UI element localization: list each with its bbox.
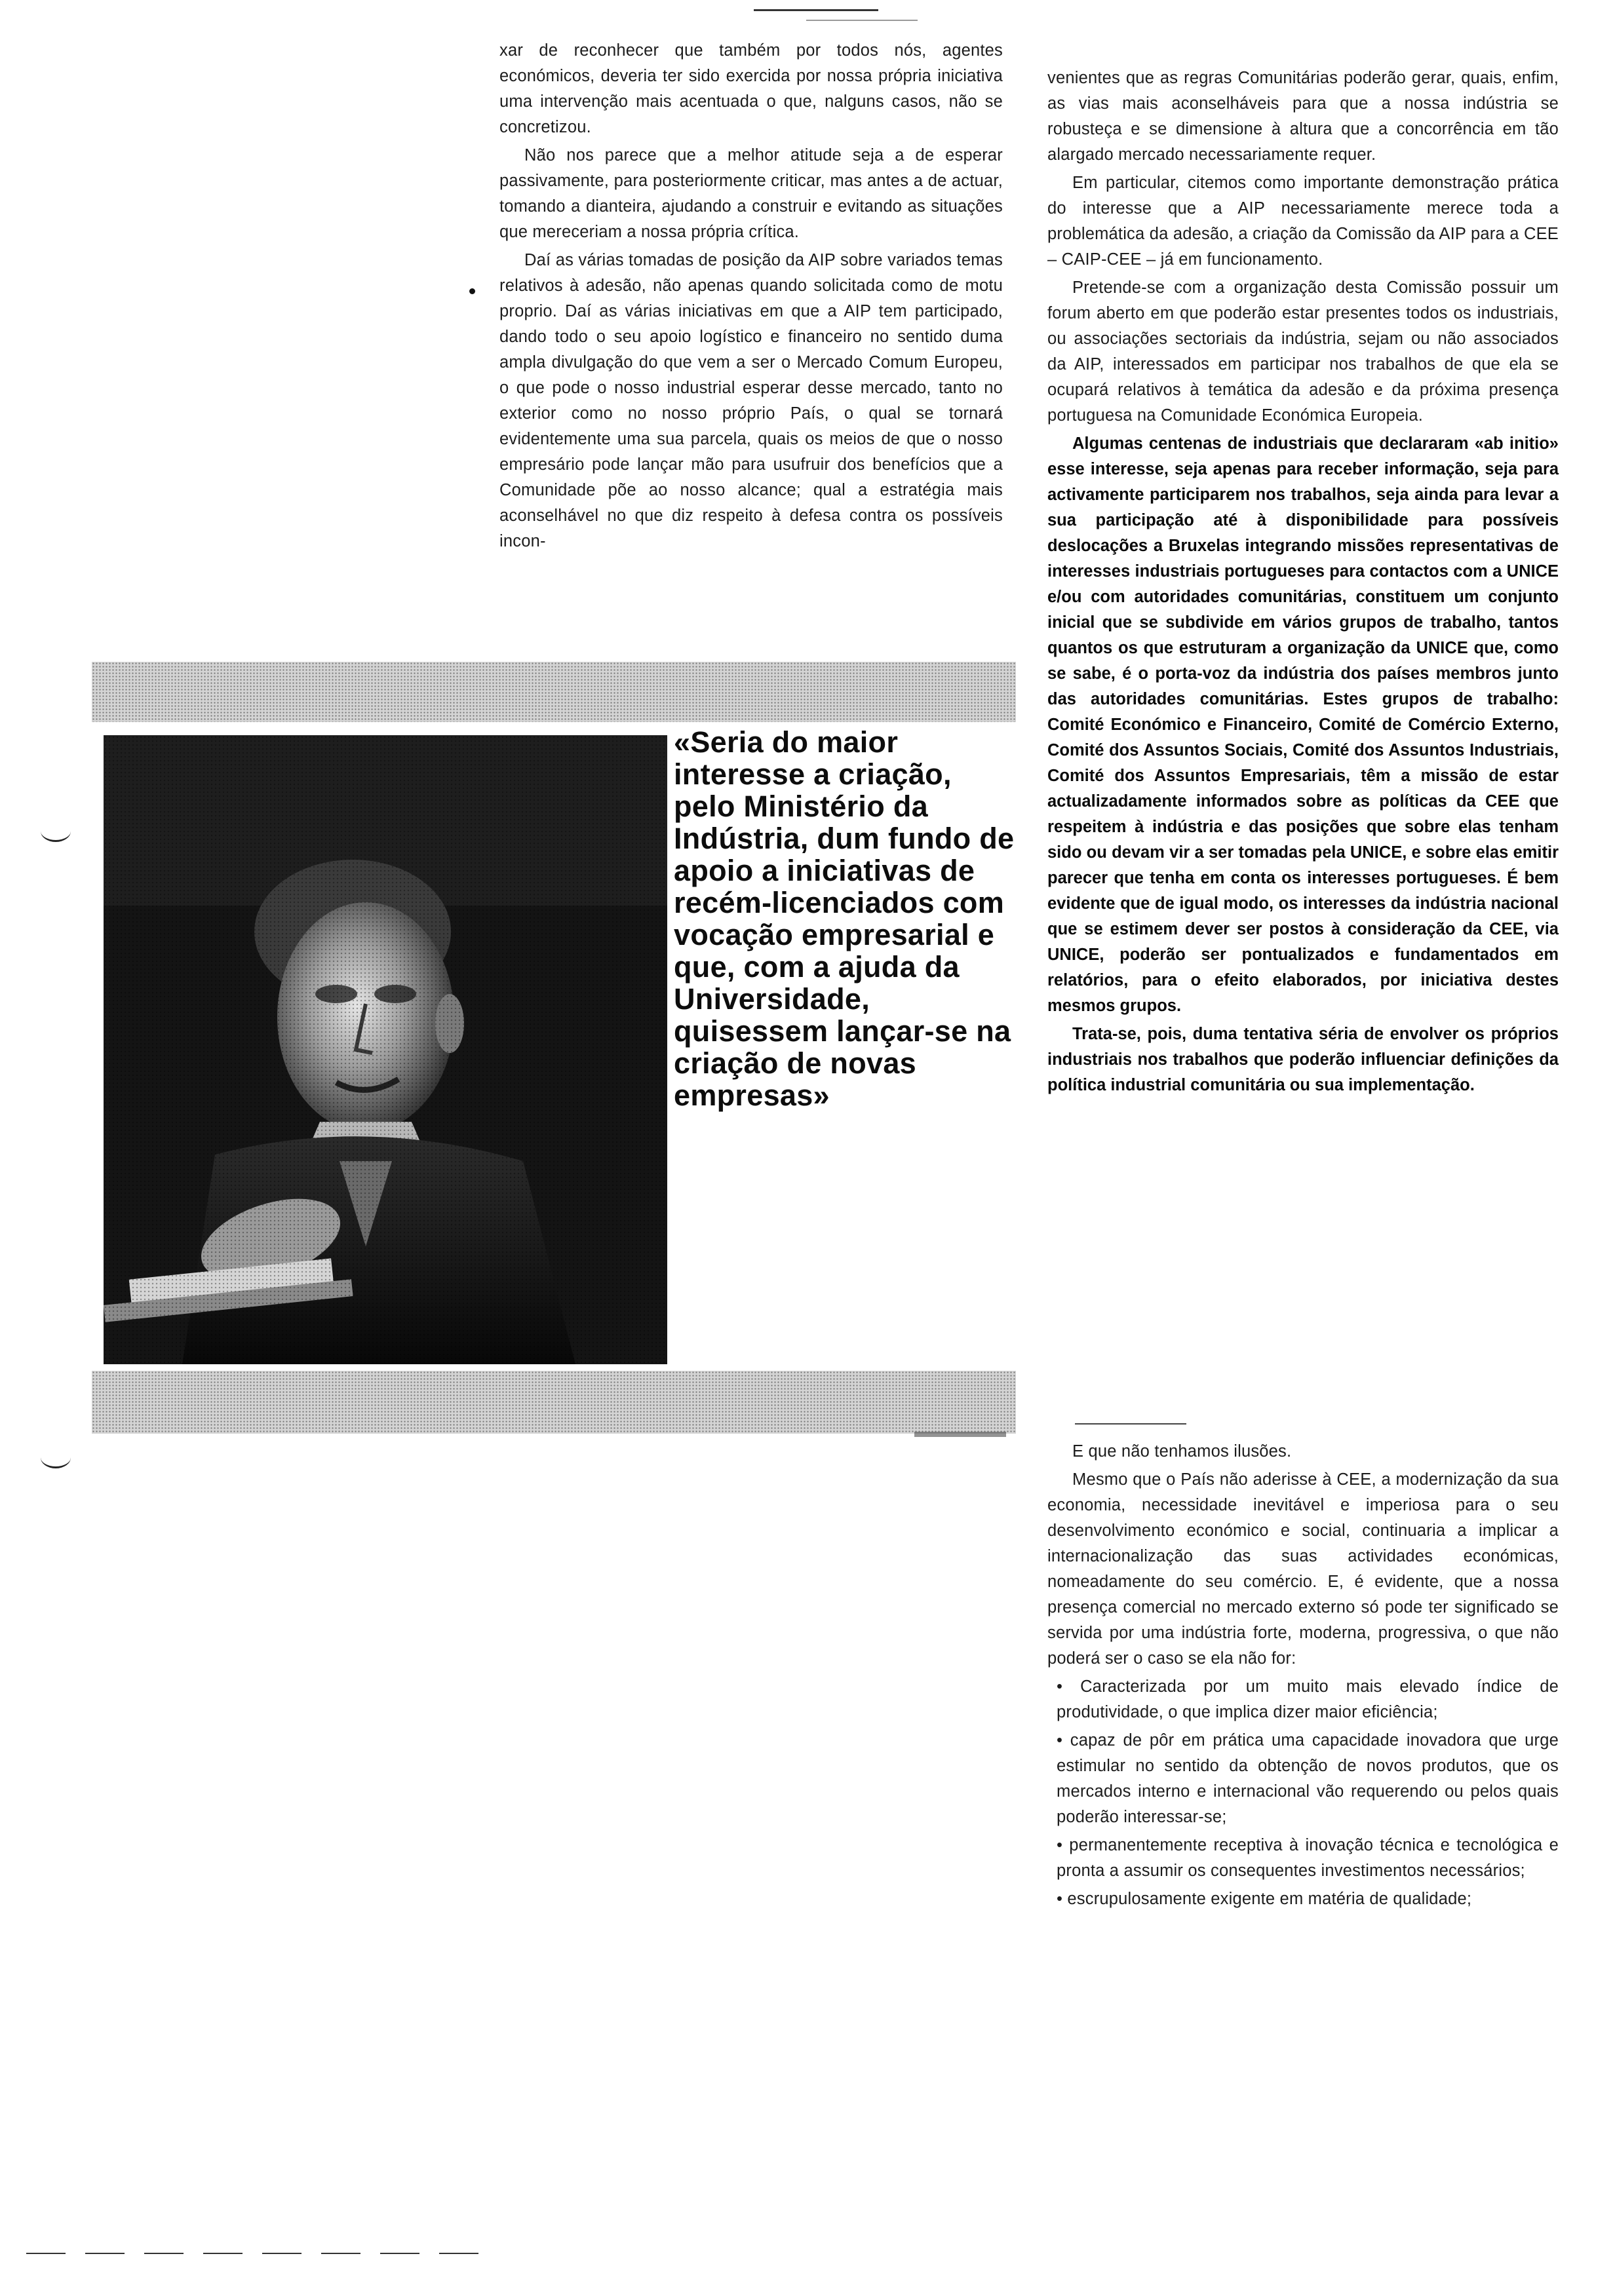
header-rule-faint: [806, 20, 918, 21]
right-column-top: [1047, 66, 1559, 1101]
right-column-bottom: [1047, 1439, 1559, 1915]
paragraph: Não nos parece que a melhor atitude seja a de esperar passivamente, para posteriormente criticar, mas antes a de actuar, tomando a dianteira, ajudando a construir e evitando as situações que mereceriam a nossa própria crítica.: [499, 146, 1003, 241]
paragraph: E que não tenhamos ilusões.: [1072, 1442, 1292, 1461]
margin-mark: [41, 1447, 71, 1468]
scan-smudge: [914, 1432, 1006, 1437]
paragraph: Algumas centenas de industriais que declararam «ab initio» esse interesse, seja apenas para receber informação, seja para activamente participarem nos trabalhos, seja ainda para levar a sua participação até à disponibilidade para possíveis deslocações a Bruxelas integrando missões representativas de interesses industriais portugueses para contactos com a UNICE e/ou com autoridades comunitárias, constituem um conjunto inicial que se subdivide em vários grupos de trabalho, tantos quantos os que estruturam a organização da UNICE que, como se sabe, é o porta-voz da indústria dos países membros junto das autoridades comunitárias. Estes grupos de trabalho: Comité Económico e Financeiro, Comité de Comércio Externo, Comité dos Assuntos Sociais, Comité dos Assuntos Industriais, Comité dos Assuntos Empresariais, têm a missão de estar actualizadamente informados sobre as políticas da CEE que respeitem à indústria e das posições que sobre elas tenham sido ou devam vir a ser tomadas pela UNICE, e sobre elas emitir parecer que tenha em conta os interesses portugueses. É bem evidente que de igual modo, os interesses da indústria nacional que se estimem dever ser postos à consideração da CEE, via UNICE, poderão ser pontualizados e fundamentados em relatórios, para o efeito elaborados, por iniciativa destes mesmos grupos.: [1047, 434, 1559, 1015]
list-item: • permanentemente receptiva à inovação técnica e tecnológica e pronta a assumir os consequentes investimentos necessários;: [1057, 1836, 1559, 1880]
halftone-band-bottom: [92, 1371, 1016, 1434]
paragraph: Em particular, citemos como importante demonstração prática do interesse que a AIP necessariamente merece toda a problemática da adesão, a criação da Comissão da AIP para a CEE – CAIP-CEE – já em funcionamento.: [1047, 174, 1559, 269]
section-rule: [1075, 1423, 1186, 1425]
list-item: • Caracterizada por um muito mais elevado índice de produtividade, o que implica dizer maior eficiência;: [1057, 1677, 1559, 1721]
scan-edge-line: [26, 2253, 485, 2254]
paragraph: Mesmo que o País não aderisse à CEE, a modernização da sua economia, necessidade inevitável e imperiosa para o seu desenvolvimento económico e social, continuaria a implicar a internacionalização das suas actividades económicas, nomeadamente do seu comércio. E, é evidente, que a nossa presença comercial no mercado externo só pode ter significado se servida por uma indústria forte, moderna, progressiva, o que não poderá ser o caso se ela não for:: [1047, 1470, 1559, 1668]
portrait-photo: [104, 735, 667, 1364]
margin-dot: [469, 288, 475, 294]
header-rule: [754, 9, 878, 11]
paragraph: xar de reconhecer que também por todos nós, agentes económicos, deveria ter sido exercida por nossa própria iniciativa uma intervenção mais acentuada o que, nalguns casos, não se concretizou.: [499, 41, 1003, 136]
list-item: • capaz de pôr em prática uma capacidade inovadora que urge estimular no sentido da obtenção de novos produtos, que os mercados interno e internacional vão requerendo ou pelos quais poderão interessar-se;: [1057, 1731, 1559, 1826]
list-item: • escrupulosamente exigente em matéria de qualidade;: [1057, 1890, 1472, 1908]
halftone-band-top: [92, 662, 1016, 722]
paragraph: Daí as várias tomadas de posição da AIP sobre variados temas relativos à adesão, não apenas quando solicitada como de motu proprio. Daí as várias iniciativas em que a AIP tem participado, dando todo o seu apoio logístico e financeiro no sentido duma ampla divulgação do que vem a ser o Mercado Comum Europeu, o que pode o nosso industrial esperar desse mercado, tanto no exterior como no nosso próprio País, o qual se tornará evidentemente uma sua parcela, quais os meios de que o nosso empresário pode lançar mão para usufruir dos benefícios que a Comunidade põe ao nosso alcance; qual a estratégia mais aconselhável no que diz respeito à defesa contra os possíveis incon-: [499, 251, 1003, 550]
paragraph: Trata-se, pois, duma tentativa séria de envolver os próprios industriais nos trabalhos que poderão influenciar definições da política industrial comunitária ou sua implementação.: [1047, 1025, 1559, 1094]
margin-mark: [41, 820, 71, 842]
paragraph: venientes que as regras Comunitárias poderão gerar, quais, enfim, as vias mais aconselháveis para que a nossa indústria se robusteça e se dimensione à altura que a concorrência em tão alargado mercado necessariamente requer.: [1047, 69, 1559, 164]
paragraph: Pretende-se com a organização desta Comissão possuir um forum aberto em que poderão estar presentes todos os industriais, ou associações sectoriais da indústria, sejam ou não associados da AIP, interessados em participar nos trabalhos de que ela se ocupará relativos à temática da adesão e da próxima presença portuguesa na Comunidade Económica Europeia.: [1047, 278, 1559, 425]
pull-quote: «Seria do maior interesse a criação, pelo Ministério da Indústria, dum fundo de apoio a iniciativas de recém-licenciados com vocação empresarial e que, com a ajuda da Universidade, quisessem lançar-se na criação de novas empresas»: [674, 725, 1015, 1112]
left-column: [499, 38, 1003, 557]
